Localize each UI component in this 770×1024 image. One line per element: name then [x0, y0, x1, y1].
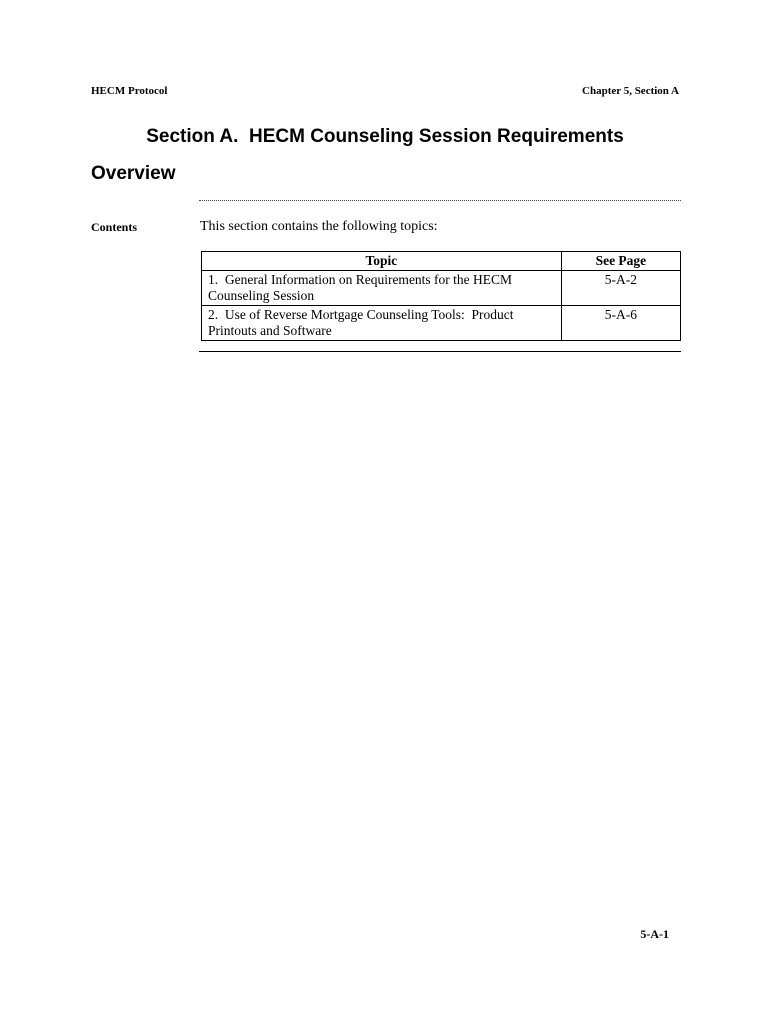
section-title: Section A. HECM Counseling Session Requirements	[146, 126, 624, 147]
running-header-right: Chapter 5, Section A	[582, 85, 679, 97]
overview-heading: Overview	[91, 163, 176, 184]
page-cell: 5-A-2	[561, 271, 680, 306]
topic-column-header: Topic	[202, 252, 562, 271]
running-header-left: HECM Protocol	[91, 85, 168, 97]
table-header-row	[202, 252, 681, 271]
topics-table	[201, 251, 681, 341]
page-cell: 5-A-6	[561, 306, 680, 341]
contents-label: Contents	[91, 220, 138, 234]
table-row	[202, 306, 681, 341]
topic-cell: 1. General Information on Requirements for the HECM Counseling Session	[202, 271, 562, 306]
contents-intro: This section contains the following topics:	[200, 219, 438, 234]
dotted-divider	[199, 200, 681, 201]
topic-cell: 2. Use of Reverse Mortgage Counseling Tools: Product Printouts and Software	[202, 306, 562, 341]
table-row	[202, 271, 681, 306]
see-page-column-header: See Page	[561, 252, 680, 271]
solid-divider	[199, 351, 681, 352]
page-number: 5-A-1	[640, 927, 669, 941]
